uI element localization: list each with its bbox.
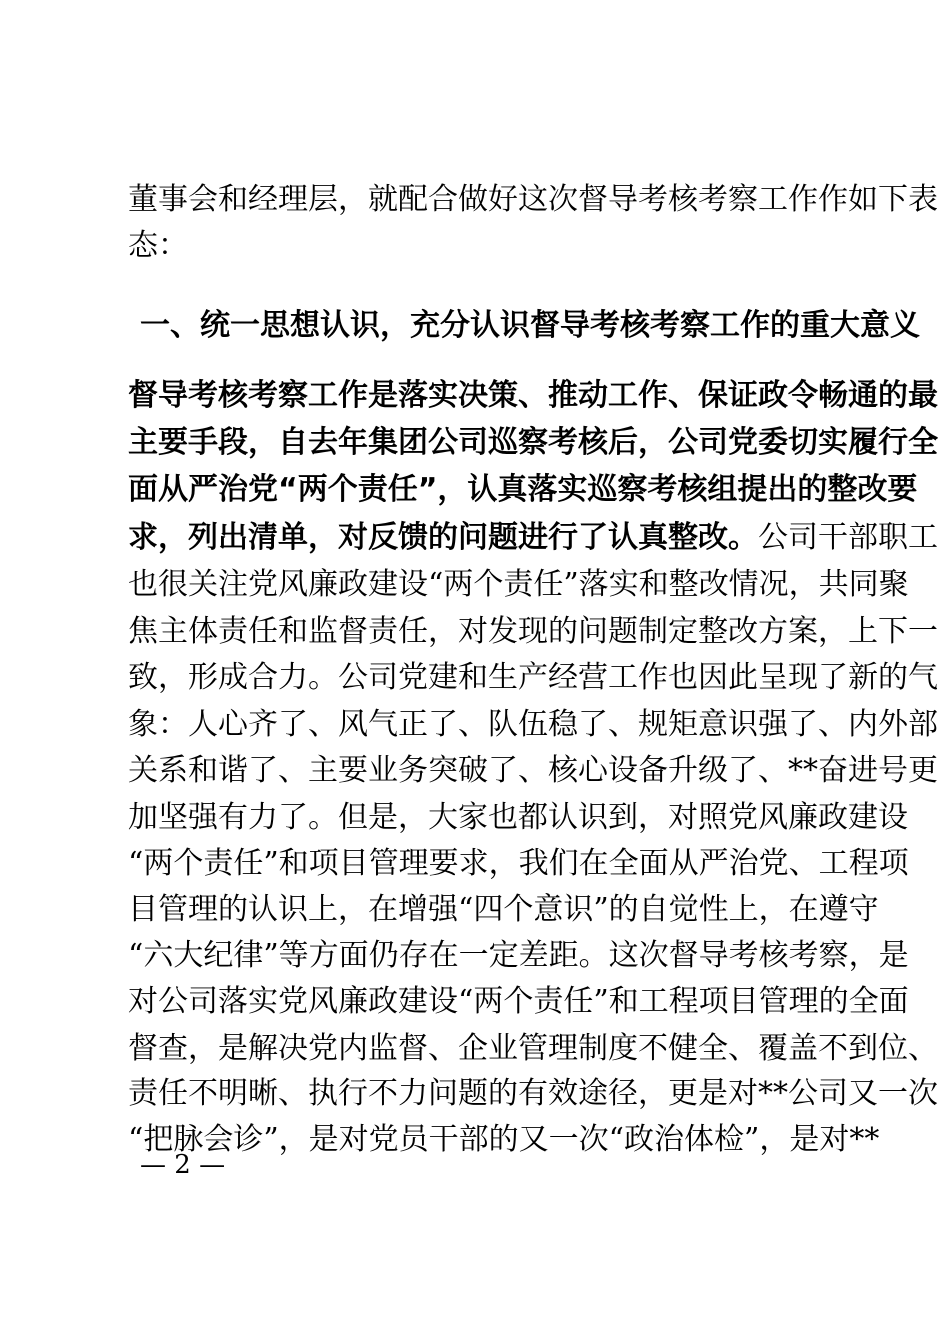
body-line: 面从严治党“两个责任”，认真落实巡察考核组提出的整改要 bbox=[128, 472, 918, 507]
body-line: 责任不明晰、执行不力问题的有效途径，更是对**公司又一次 bbox=[128, 1076, 938, 1111]
body-line: “六大纪律”等方面仍存在一定差距。这次督导考核考察，是 bbox=[128, 938, 909, 973]
intro-line: 董事会和经理层，就配合做好这次督导考核考察工作作如下表 bbox=[128, 182, 938, 217]
bold-text: 求，列出清单，对反馈的问题进行了认真整改。 bbox=[128, 520, 758, 555]
body-line: 致，形成合力。公司党建和生产经营工作也因此呈现了新的气 bbox=[128, 660, 938, 695]
body-line: 关系和谐了、主要业务突破了、核心设备升级了、**奋进号更 bbox=[128, 753, 938, 788]
regular-text: 公司干部职工 bbox=[758, 520, 938, 555]
body-line bbox=[128, 518, 938, 558]
body-line: 督查，是解决党内监督、企业管理制度不健全、覆盖不到位、 bbox=[128, 1031, 938, 1066]
page-number: — 2 — bbox=[140, 1150, 226, 1180]
body-line: 目管理的认识上，在增强“四个意识”的自觉性上，在遵守 bbox=[128, 892, 879, 927]
intro-line: 态： bbox=[128, 228, 188, 263]
body-line: “两个责任”和项目管理要求，我们在全面从严治党、工程项 bbox=[128, 846, 909, 881]
body-line: 焦主体责任和监督责任，对发现的问题制定整改方案，上下一 bbox=[128, 614, 938, 649]
body-line: 加坚强有力了。但是，大家也都认识到，对照党风廉政建设 bbox=[128, 800, 908, 835]
body-line: “把脉会诊”，是对党员干部的又一次“政治体检”，是对** bbox=[128, 1122, 880, 1157]
body-line: 对公司落实党风廉政建设“两个责任”和工程项目管理的全面 bbox=[128, 984, 909, 1019]
section-heading: 一、统一思想认识，充分认识督导考核考察工作的重大意义 bbox=[140, 308, 920, 343]
body-line: 象：人心齐了、风气正了、队伍稳了、规矩意识强了、内外部 bbox=[128, 707, 938, 742]
body-line: 主要手段，自去年集团公司巡察考核后，公司党委切实履行全 bbox=[128, 425, 938, 460]
body-line: 也很关注党风廉政建设“两个责任”落实和整改情况，共同聚 bbox=[128, 567, 909, 602]
body-line: 督导考核考察工作是落实决策、推动工作、保证政令畅通的最 bbox=[128, 378, 938, 413]
